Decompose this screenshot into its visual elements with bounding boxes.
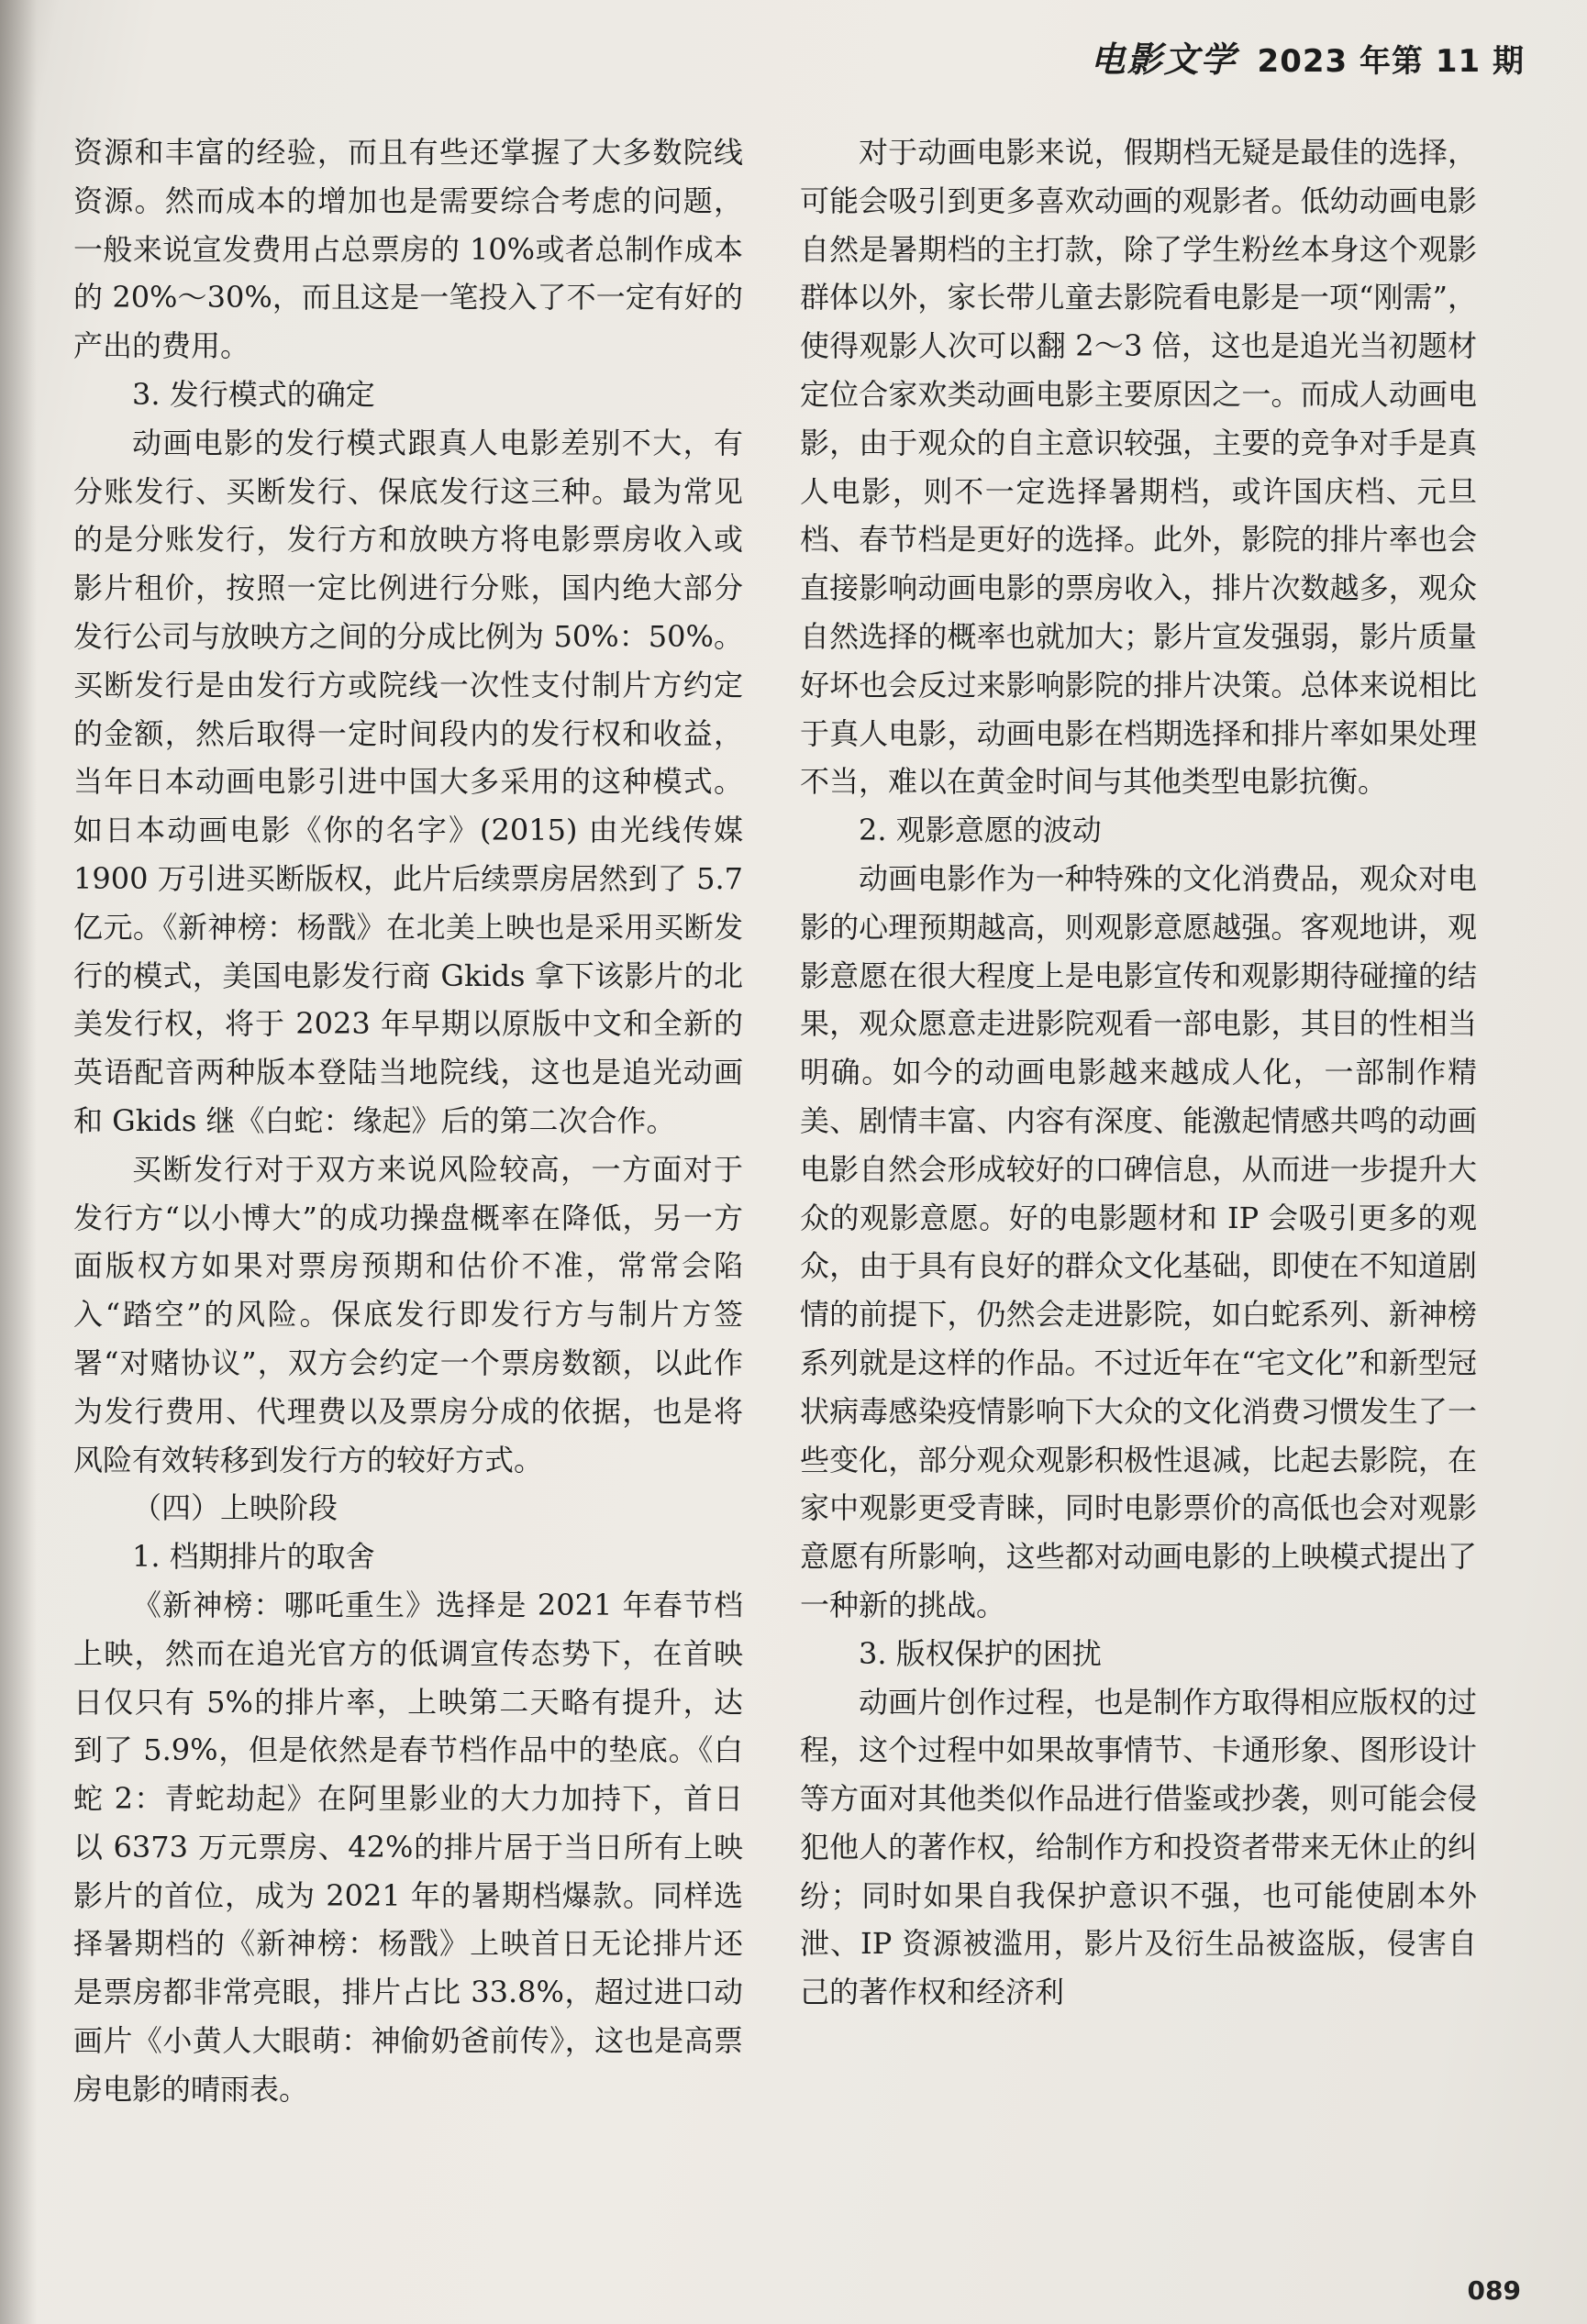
left-column [73, 128, 743, 2114]
issue-label: 2023 年第 11 期 [1257, 43, 1525, 80]
section-heading: （四）上映阶段 [132, 1490, 338, 1526]
journal-name: 电影文学 [1090, 39, 1237, 80]
section-heading: 3. 版权保护的困扰 [859, 1635, 1102, 1671]
body-paragraph: 动画片创作过程，也是制作方取得相应版权的过程，这个过程中如果故事情节、卡通形象、图形设计等方面对其他类似作品进行借鉴或抄袭，则可能会侵犯他人的著作权，给制作方和投资者带来无休止的纠纷；同时如果自我保护意识不强，也可能使剧本外泄、IP 资源被滥用，影片及衍生品被盗版，侵害自己的著作权和经济利 [800, 1684, 1477, 2010]
body-paragraph: 动画电影作为一种特殊的文化消费品，观众对电影的心理预期越高，则观影意愿越强。客观地讲，观影意愿在很大程度上是电影宣传和观影期待碰撞的结果，观众愿意走进影院观看一部电影，其目的性相当明确。如今的动画电影越来越成人化，一部制作精美、剧情丰富、内容有深度、能激起情感共鸣的动画电影自然会形成较好的口碑信息，从而进一步提升大众的观影意愿。好的电影题材和 IP 会吸引更多的观众，由于具有良好的群众文化基础，即使在不知道剧情的前提下，仍然会走进影院，如白蛇系列、新神榜系列就是这样的作品。不过近年在“宅文化”和新型冠状病毒感染疫情影响下大众的文化消费习惯发生了一些变化，部分观众观影积极性退减，比起去影院，在家中观影更受青睐，同时电影票价的高低也会对观影意愿有所影响，这些都对动画电影的上映模式提出了一种新的挑战。 [800, 860, 1477, 1622]
page-number: 089 [1467, 2275, 1521, 2306]
section-heading: 1. 档期排片的取舍 [132, 1539, 375, 1575]
body-paragraph: 《新神榜：哪吒重生》选择是 2021 年春节档上映，然而在追光官方的低调宣传态势下，在首映日仅只有 5%的排片率，上映第二天略有提升，达到了 5.9%，但是依然是春节档作品中的垫底。《白蛇 2：青蛇劫起》在阿里影业的大力加持下，首日以 6373 万元票房、42%的排片居于当日所有上映影片的首位，成为 2021 年的暑期档爆款。同样选择暑期档的《新神榜：杨戬》上映首日无论排片还是票房都非常亮眼，排片占比 33.8%，超过进口动画片《小黄人大眼萌：神偷奶爸前传》，这也是高票房电影的晴雨表。 [73, 1587, 743, 2107]
body-paragraph: 买断发行对于双方来说风险较高，一方面对于发行方“以小博大”的成功操盘概率在降低，另一方面版权方如果对票房预期和估价不准，常常会陷入“踏空”的风险。保底发行即发行方与制片方签署“对赌协议”，双方会约定一个票房数额，以此作为发行费用、代理费以及票房分成的依据，也是将风险有效转移到发行方的较好方式。 [73, 1151, 743, 1477]
body-paragraph: 对于动画电影来说，假期档无疑是最佳的选择，可能会吸引到更多喜欢动画的观影者。低幼动画电影自然是暑期档的主打款，除了学生粉丝本身这个观影群体以外，家长带儿童去影院看电影是一项“刚需”，使得观影人次可以翻 2～3 倍，这也是追光当初题材定位合家欢类动画电影主要原因之一。而成人动画电影，由于观众的自主意识较强，主要的竞争对手是真人电影，则不一定选择暑期档，或许国庆档、元旦档、春节档是更好的选择。此外，影院的排片率也会直接影响动画电影的票房收入，排片次数越多，观众自然选择的概率也就加大；影片宣发强弱，影片质量好坏也会反过来影响影院的排片决策。总体来说相比于真人电影，动画电影在档期选择和排片率如果处理不当，难以在黄金时间与其他类型电影抗衡。 [800, 135, 1477, 800]
running-header [1091, 31, 1525, 82]
body-paragraph: 资源和丰富的经验，而且有些还掌握了大多数院线资源。然而成本的增加也是需要综合考虑的问题，一般来说宣发费用占总票房的 10%或者总制作成本的 20%～30%，而且这是一笔投入了不一定有好的产出的费用。 [73, 135, 743, 364]
section-heading: 2. 观影意愿的波动 [859, 813, 1102, 848]
page-gutter-shadow [0, 0, 37, 2324]
right-column [800, 128, 1477, 2017]
section-heading: 3. 发行模式的确定 [132, 376, 375, 412]
body-paragraph: 动画电影的发行模式跟真人电影差别不大，有分账发行、买断发行、保底发行这三种。最为常见的是分账发行，发行方和放映方将电影票房收入或影片租价，按照一定比例进行分账，国内绝大部分发行公司与放映方之间的分成比例为 50%：50%。买断发行是由发行方或院线一次性支付制片方约定的金额，然后取得一定时间段内的发行权和收益，当年日本动画电影引进中国大多采用的这种模式。如日本动画电影《你的名字》(2015) 由光线传媒 1900 万引进买断版权，此片后续票房居然到了 5.7 亿元。《新神榜：杨戬》在北美上映也是采用买断发行的模式，美国电影发行商 Gkids 拿下该影片的北美发行权，将于 2023 年早期以原版中文和全新的英语配音两种版本登陆当地院线，这也是追光动画和 Gkids 继《白蛇：缘起》后的第二次合作。 [73, 425, 743, 1138]
